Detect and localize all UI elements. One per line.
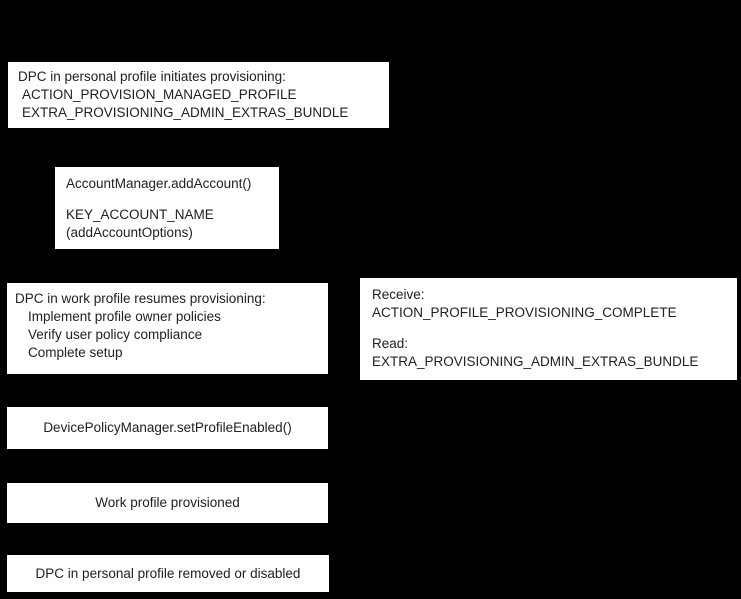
flow-box-receive-broadcast [360, 278, 737, 380]
resume-step-implement-policies: Implement profile owner policies [28, 309, 221, 324]
dpc-removed-label: DPC in personal profile removed or disabled [35, 565, 301, 581]
flow-box-set-profile-enabled [7, 407, 328, 449]
box-title: DPC in personal profile initiates provisioning: [18, 69, 286, 84]
flow-box-dpc-removed-or-disabled [7, 555, 329, 592]
resume-step-verify-compliance: Verify user policy compliance [28, 327, 203, 342]
constant-action-profile-provisioning-complete: ACTION_PROFILE_PROVISIONING_COMPLETE [372, 305, 677, 320]
flow-box-dpc-initiates-provisioning [8, 62, 389, 128]
read-label: Read: [372, 336, 409, 351]
flow-box-dpc-resumes-provisioning [7, 283, 328, 374]
receive-label: Receive: [372, 287, 425, 302]
constant-extra-provisioning-admin-extras-bundle: EXTRA_PROVISIONING_ADMIN_EXTRAS_BUNDLE [372, 354, 699, 369]
resume-step-complete-setup: Complete setup [28, 345, 123, 360]
method-add-account: AccountManager.addAccount() [66, 176, 252, 191]
flow-box-add-account [55, 167, 279, 249]
work-profile-provisioned-label: Work profile provisioned [95, 495, 240, 510]
constant-key-account-name: KEY_ACCOUNT_NAME [66, 207, 214, 222]
flow-box-work-profile-provisioned [7, 483, 328, 523]
add-account-options: (addAccountOptions) [66, 225, 193, 240]
constant-action-provision-managed-profile: ACTION_PROVISION_MANAGED_PROFILE [22, 87, 297, 102]
method-set-profile-enabled: DevicePolicyManager.setProfileEnabled() [43, 420, 292, 435]
constant-extra-provisioning-admin-extras-bundle: EXTRA_PROVISIONING_ADMIN_EXTRAS_BUNDLE [22, 105, 349, 120]
box-title: DPC in work profile resumes provisioning: [15, 291, 266, 306]
